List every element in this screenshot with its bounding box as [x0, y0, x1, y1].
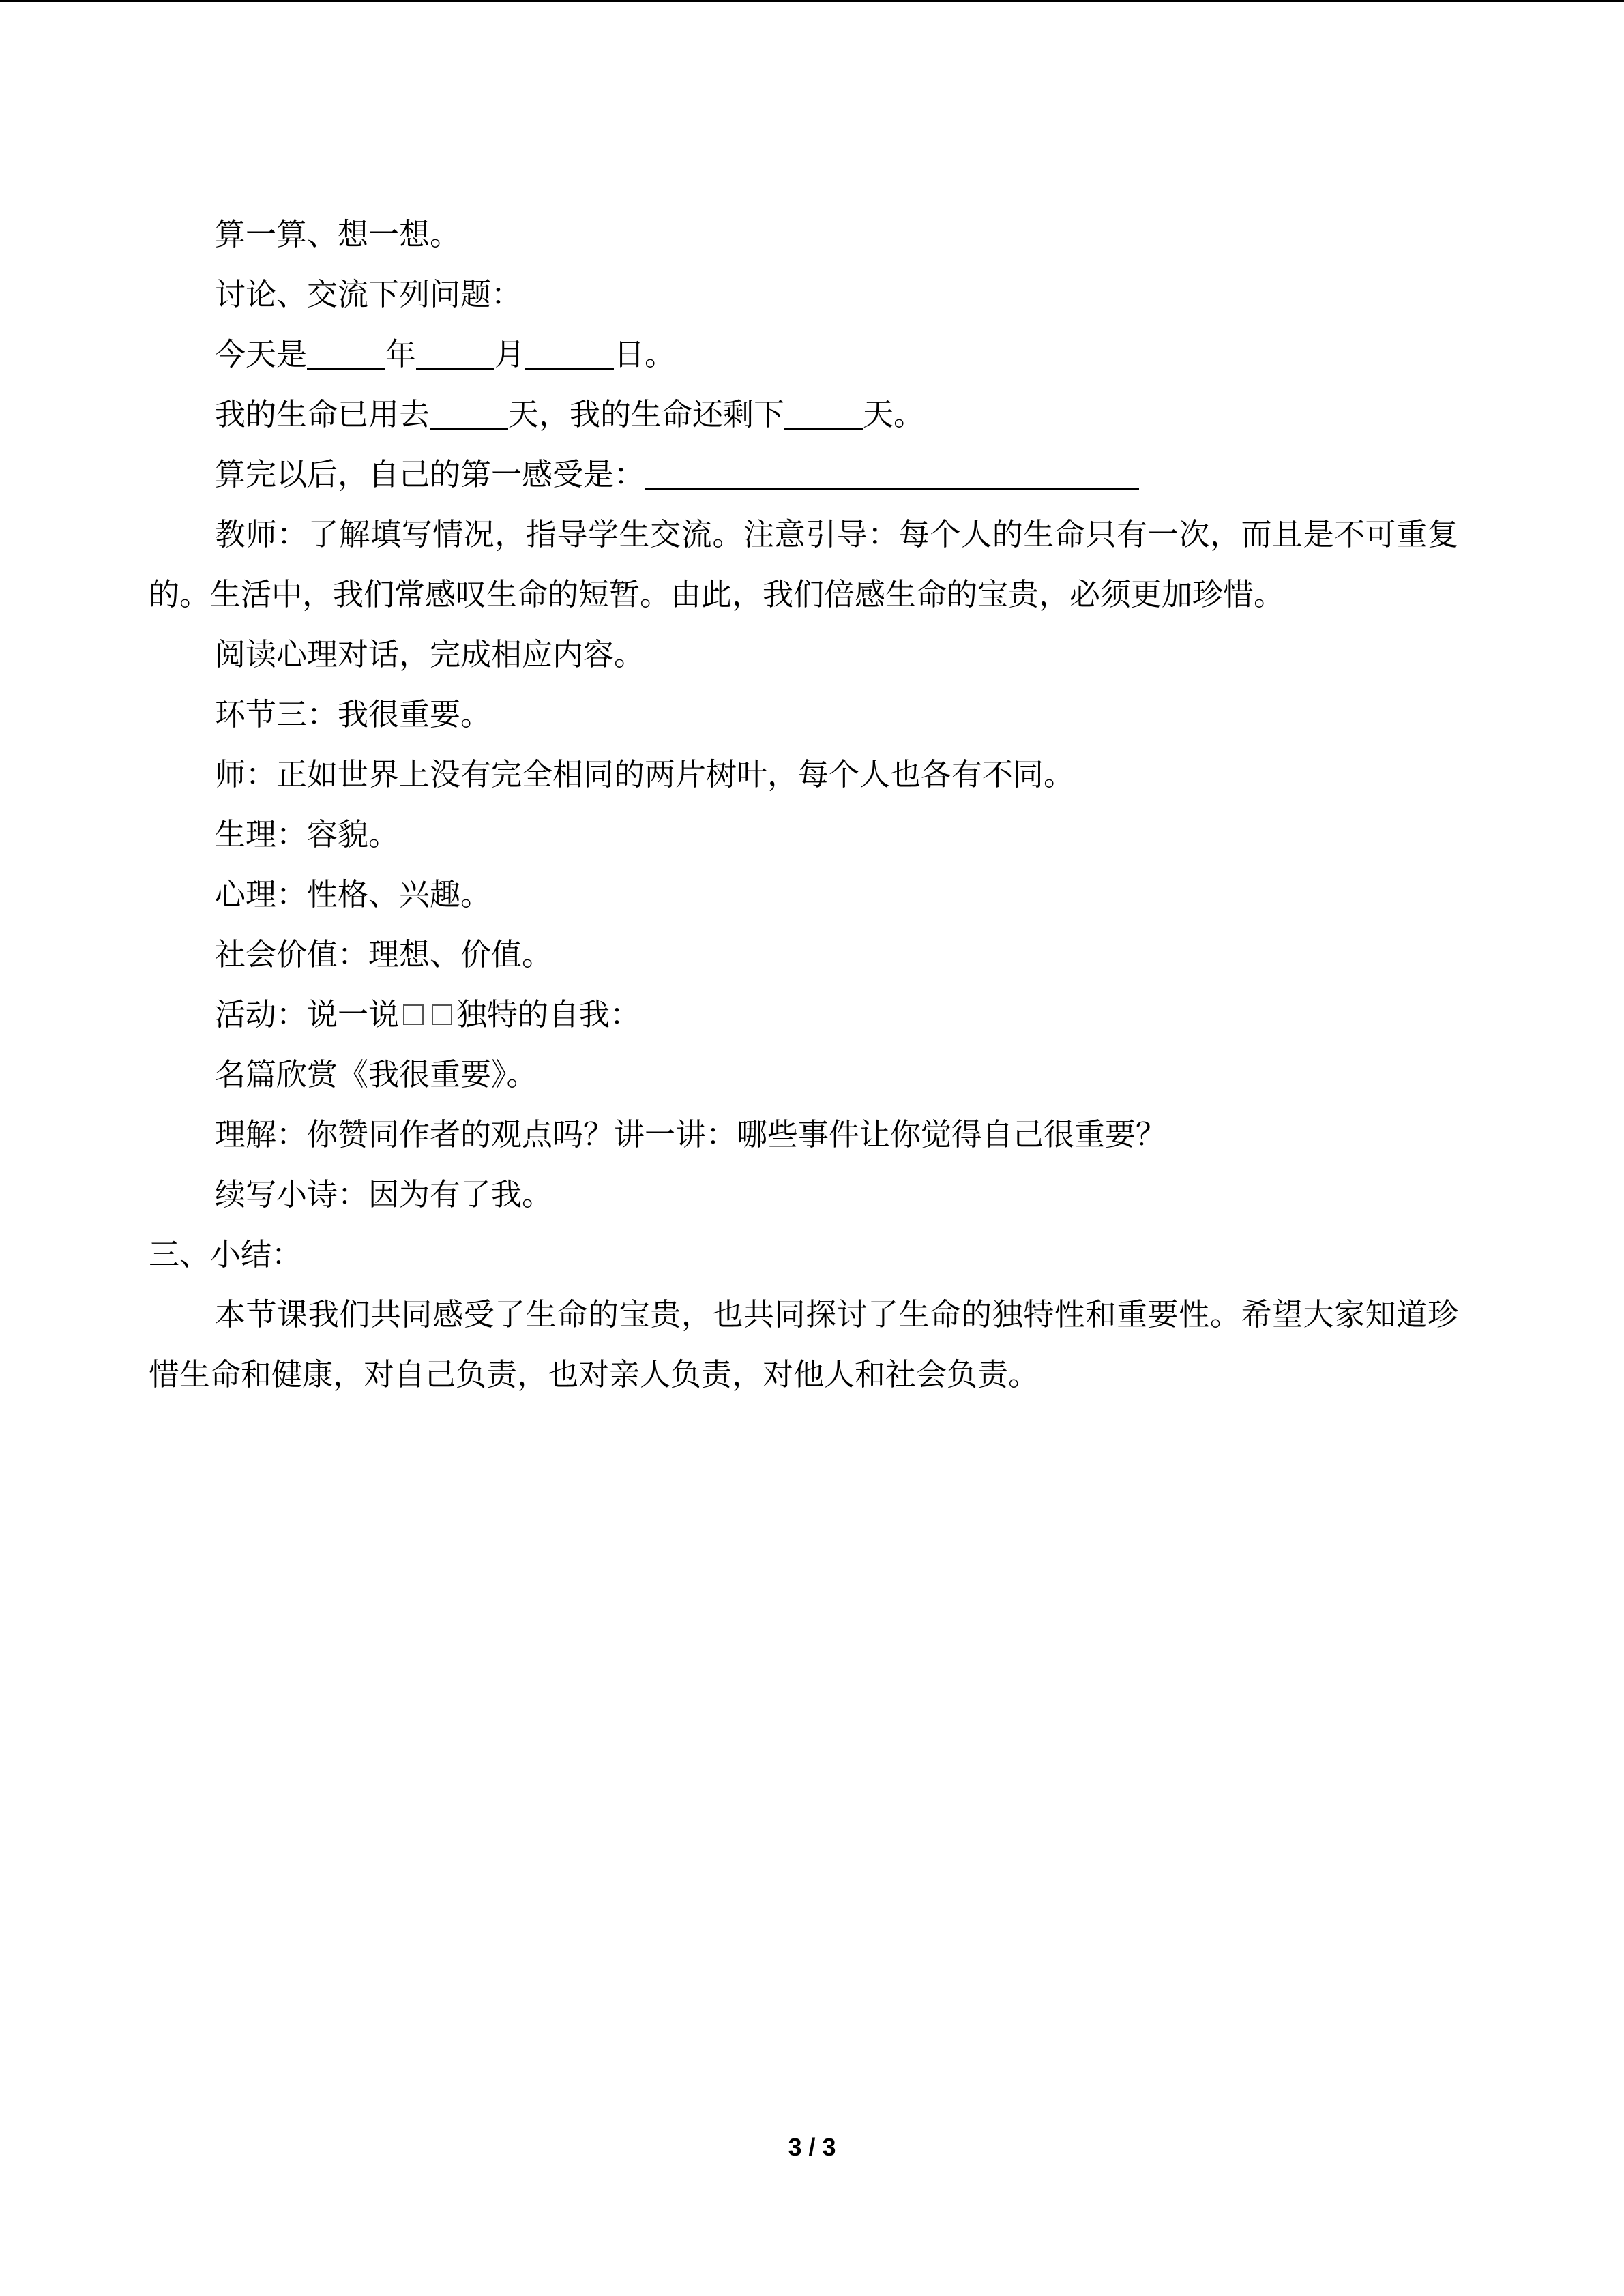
paragraph-section-three: 环节三：我很重要。 — [215, 696, 492, 732]
paragraph-appreciation: 名篇欣赏《我很重要》。 — [215, 1056, 537, 1092]
paragraph-discuss: 讨论、交流下列问题： — [215, 276, 522, 312]
feeling-blank[interactable] — [645, 456, 1139, 490]
unique-self-label: 独特的自我： — [456, 996, 641, 1032]
paragraph-psychology: 心理：性格、兴趣。 — [215, 876, 492, 912]
page-number: 3 / 3 — [788, 2133, 836, 2161]
year-blank[interactable] — [307, 336, 385, 370]
feeling-label: 算完以后，自己的第一感受是： — [215, 456, 645, 492]
month-label: 月 — [494, 336, 526, 372]
paragraph-summary: 本节课我们共同感受了生命的宝贵，也共同探讨了生命的独特性和重要性。希望大家知道珍惜生命和健康，对自己负责，也对亲人负责，对他人和社会负责。 — [149, 1296, 1458, 1392]
paragraph-today-date — [149, 325, 1458, 385]
paragraph-understanding: 理解：你赞同作者的观点吗？讲一讲：哪些事件让你觉得自己很重要？ — [215, 1116, 1167, 1152]
paragraph-activity — [149, 985, 1458, 1045]
paragraph-calc: 算一算、想一想。 — [215, 216, 461, 252]
day-blank[interactable] — [525, 336, 614, 370]
section-heading-summary: 三、小结： — [149, 1236, 303, 1272]
remain-label: 天，我的生命还剩下 — [508, 396, 785, 432]
paragraph-leaves: 师：正如世界上没有完全相同的两片树叶，每个人也各有不同。 — [215, 756, 1075, 792]
day-label: 日。 — [614, 336, 676, 372]
paragraph-life-days — [149, 385, 1458, 445]
placeholder-box-icon — [403, 1004, 424, 1025]
remain-days-blank[interactable] — [784, 396, 863, 430]
activity-label: 活动：说一说 — [215, 996, 400, 1032]
document-body — [149, 205, 1458, 1405]
year-label: 年 — [385, 336, 417, 372]
used-label: 我的生命已用去 — [215, 396, 430, 432]
placeholder-box-icon — [432, 1004, 452, 1025]
used-days-blank[interactable] — [430, 396, 508, 430]
today-label: 今天是 — [215, 336, 308, 372]
paragraph-read-dialogue: 阅读心理对话，完成相应内容。 — [215, 636, 645, 672]
days-label: 天。 — [863, 396, 925, 432]
paragraph-teacher-guide: 教师：了解填写情况，指导学生交流。注意引导：每个人的生命只有一次，而且是不可重复的。生活中，我们常感叹生命的短暂。由此，我们倍感生命的宝贵，必须更加珍惜。 — [149, 516, 1458, 612]
paragraph-physiology: 生理：容貌。 — [215, 816, 400, 852]
paragraph-social-value: 社会价值：理想、价值。 — [215, 936, 553, 972]
paragraph-first-feeling — [149, 445, 1458, 505]
month-blank[interactable] — [416, 336, 494, 370]
top-border-rule — [0, 0, 1624, 2]
paragraph-poem: 续写小诗：因为有了我。 — [215, 1176, 553, 1212]
